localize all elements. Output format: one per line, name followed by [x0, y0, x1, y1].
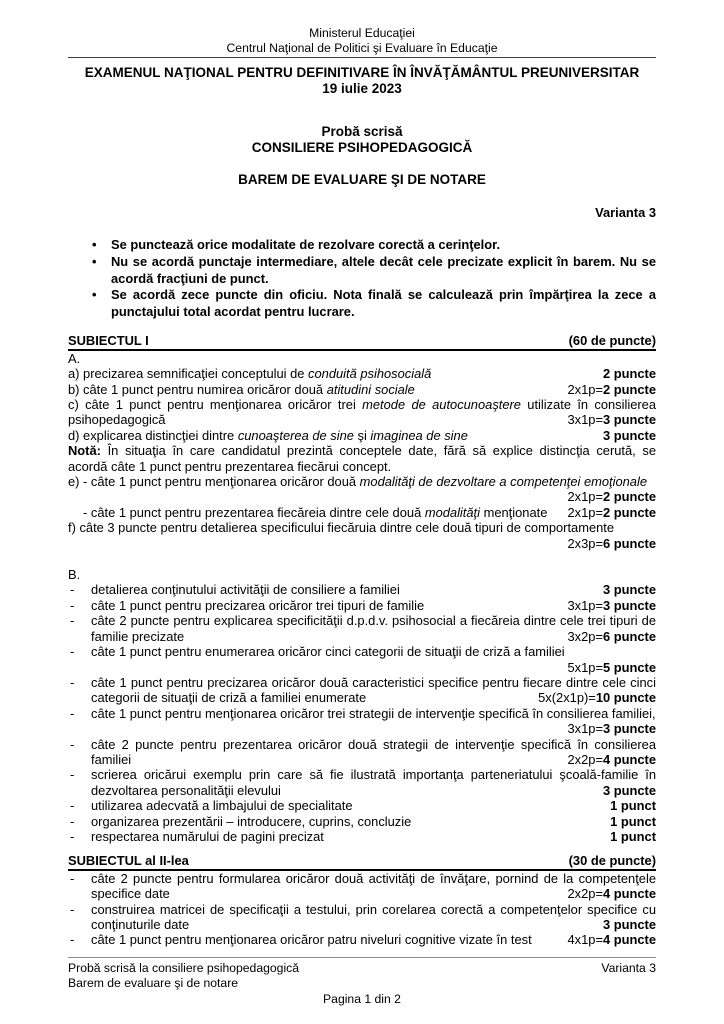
item-text-italic: modalităţi: [424, 504, 480, 520]
subject1-header: [68, 333, 656, 350]
item-text: precizarea semnificaţiei conceptului de: [83, 366, 309, 382]
rubric-item: [68, 706, 656, 737]
item-text-italic: conduită psihosocială: [308, 366, 432, 382]
subject1-points: (60 de puncte): [568, 333, 656, 349]
item-text: câte 1 punct pentru enumerarea oricăror cinci categorii de situaţii de criză a familiei: [91, 644, 565, 660]
item-text: câte 3 puncte pentru detalierea specificului fiecăruia dintre cele două tipuri de comportamente: [79, 520, 615, 536]
points-value: 2x3p=6 puncte: [567, 535, 656, 551]
rubric-item: [68, 932, 656, 947]
points-multiplier: 4x1p=: [567, 932, 603, 948]
item-text: utilizarea adecvată a limbajului de specialitate: [91, 798, 353, 814]
points-value: 3 puncte: [602, 427, 656, 443]
dash-marker: -: [70, 613, 75, 629]
dash-marker: -: [70, 813, 75, 829]
rubric-item: [68, 382, 656, 397]
rubric-item: [68, 366, 656, 381]
dash-marker: -: [70, 798, 75, 814]
item-text: câte 1 punct pentru precizarea oricăror două caracteristici specifice pentru fiecare dintre cele cinci categorii de situaţii de criză a familiei enumerate: [91, 674, 656, 706]
item-marker: e) -: [68, 474, 91, 490]
points-value: 2x1p=2 puncte: [567, 504, 656, 520]
points-multiplier: 2x3p=: [567, 535, 603, 551]
item-text: câte 1 punct pentru precizarea oricăror trei tipuri de familie: [91, 597, 425, 613]
points-value: 3x1p=3 puncte: [567, 721, 656, 737]
item-marker: c): [68, 397, 86, 412]
item-text: şi: [353, 427, 371, 443]
dash-marker: -: [70, 901, 75, 917]
points-value: 1 punct: [610, 798, 656, 814]
footer-variant: Varianta 3: [601, 961, 656, 975]
dash-marker: -: [70, 932, 75, 948]
rule-text: Se punctează orice modalitate de rezolvare corectă a cerinţelor.: [111, 237, 501, 253]
footer-divider: [68, 957, 656, 958]
points-multiplier: 2x1p=: [567, 489, 603, 505]
rubric-item: [68, 520, 656, 551]
footer-doc-title: Probă scrisă la consiliere psihopedagogică: [68, 961, 300, 975]
page-footer: [68, 957, 656, 1007]
item-text: câte 1 punct pentru menţionarea oricăror trei: [85, 397, 363, 412]
points-value: 1 punct: [610, 828, 656, 844]
rubric-item: [68, 397, 656, 428]
item-text-italic: imaginea de sine: [370, 427, 468, 443]
item-text-italic: metode de autocunoaştere: [362, 397, 521, 412]
note-label: Notă:: [68, 443, 101, 459]
item-text-italic: atitudini sociale: [326, 381, 415, 397]
item-text: câte 2 puncte pentru explicarea specificităţii d.p.d.v. psihosocial a fiecăreia dintre cele trei tipuri de familie precizate: [91, 613, 656, 644]
rubric-item: [68, 644, 656, 675]
points-value: 3x2p=6 puncte: [567, 628, 656, 644]
item-text: câte 2 puncte pentru prezentarea oricăror două strategii de intervenţie specifică în consilierea familiei: [91, 736, 656, 767]
item-marker: a): [68, 366, 84, 382]
rubric-item: [68, 737, 656, 768]
points-value: 2 puncte: [602, 366, 656, 382]
item-text-italic: cunoaşterea de sine: [237, 427, 354, 443]
points-value: 3 puncte: [602, 782, 656, 798]
dash-marker: -: [70, 597, 75, 613]
note-item: [68, 443, 656, 474]
dash-marker: -: [70, 736, 75, 752]
points-value: 3 puncte: [602, 917, 656, 932]
item-text: câte 1 punct pentru menţionarea oricăror patru niveluri cognitive vizate în test: [91, 932, 532, 948]
variant-label: Varianta 3: [595, 205, 656, 220]
rule-item: [68, 287, 656, 320]
rubric-item: [68, 675, 656, 706]
item-marker: -: [83, 504, 91, 520]
rule-item: [68, 254, 656, 287]
points-value: 2x1p=2 puncte: [567, 489, 656, 505]
points-value: 5x1p=5 puncte: [567, 659, 656, 675]
subject2-points: (30 de puncte): [568, 853, 656, 869]
ministry-line: Ministerul Educaţiei: [309, 26, 415, 40]
dash-marker: -: [70, 828, 75, 844]
item-text: câte 1 punct pentru menţionarea oricăror două: [90, 474, 360, 490]
exam-date: 19 iulie 2023: [322, 81, 402, 96]
rubric-item: [68, 871, 656, 902]
footer-doc-subtitle: Barem de evaluare şi de notare: [68, 976, 239, 990]
written-test-label: Probă scrisă: [321, 124, 403, 139]
note-text: În situaţia în care candidatul prezintă conceptele date, fără să explice distincţia cerută, se acordă câte 1 punct pentru prezentarea fiecărui concept.: [68, 443, 656, 474]
points-multiplier: 2x2p=: [567, 751, 603, 767]
item-text: construirea matricei de specificaţii a testului, prin corelarea corectă a competenţelor specifice cu conţinuturile date: [91, 901, 656, 932]
item-text: utilizate în consilierea psihopedagogică: [68, 397, 657, 428]
points-multiplier: 3x1p=: [567, 721, 603, 737]
dash-marker: -: [70, 767, 75, 783]
rubric-item: [68, 598, 656, 613]
points-multiplier: 2x1p=: [567, 504, 603, 520]
dash-marker: -: [70, 674, 75, 690]
dash-marker: -: [70, 705, 75, 721]
points-multiplier: 5x1p=: [567, 659, 603, 675]
rubric-item: [68, 582, 656, 597]
item-text: câte 2 puncte pentru formularea oricăror două activităţi de învăţare, pornind de la competenţele specifice date: [91, 870, 656, 902]
exam-title: EXAMENUL NAŢIONAL PENTRU DEFINITIVARE ÎN ÎNVĂŢĂMÂNTUL PREUNIVERSITAR: [84, 65, 640, 80]
dash-marker: -: [70, 644, 75, 660]
discipline-title: CONSILIERE PSIHOPEDAGOGICĂ: [251, 140, 473, 155]
points-value: 3 puncte: [602, 582, 656, 598]
header-divider: [68, 57, 656, 58]
item-text: explicarea distincţiei dintre: [83, 427, 238, 443]
rubric-item: [68, 505, 656, 520]
item-text: câte 1 punct pentru numirea oricăror două: [83, 381, 327, 397]
points-multiplier: 3x1p=: [567, 412, 603, 428]
item-marker: f): [68, 520, 80, 536]
dash-marker: -: [70, 582, 75, 598]
barem-title: BAREM DE EVALUARE ŞI DE NOTARE: [238, 172, 486, 187]
points-value: 2x2p=4 puncte: [567, 751, 656, 767]
page-header: [68, 26, 656, 220]
rule-text: Se acordă zece puncte din oficiu. Nota finală se calculează prin împărţirea la zece a punctajului total acordat pentru lucrare.: [111, 287, 656, 319]
item-marker: b): [68, 381, 84, 397]
page-number: Pagina 1 din 2: [323, 992, 401, 1006]
bullet-icon: •: [92, 237, 97, 253]
points-value: 2x1p=2 puncte: [567, 381, 656, 397]
section-a-label: A.: [68, 350, 81, 366]
points-value: 3x1p=3 puncte: [567, 597, 656, 613]
points-value: 5x(2x1p)=10 puncte: [538, 690, 656, 706]
points-multiplier: 5x(2x1p)=: [538, 690, 596, 706]
rubric-item: [68, 798, 656, 813]
bullet-icon: •: [92, 254, 97, 269]
item-text: scrierea oricărui exemplu prin care să fie ilustrată importanţa parteneriatului şcoală-familie în dezvoltarea personalităţii elevului: [91, 767, 656, 798]
item-text: câte 1 punct pentru menţionarea oricăror trei strategii de intervenţie specifică în consilierea familiei,: [91, 705, 656, 721]
rubric-item: [68, 829, 656, 844]
item-text-italic: modalităţi de dezvoltare a competenţei emoţionale: [359, 474, 648, 490]
section-b-label: B.: [68, 567, 81, 583]
item-text: menţionate: [480, 504, 548, 520]
rubric-item: [68, 474, 656, 505]
item-text: câte 1 punct pentru prezentarea fiecăreia dintre cele două: [90, 504, 425, 520]
rubric-item: [68, 613, 656, 644]
item-text: detalierea conţinutului activităţii de consiliere a familiei: [91, 582, 400, 598]
rule-text: Nu se acordă punctaje intermediare, altele decât cele precizate explicit în barem. Nu se acordă fracţiuni de punct.: [111, 254, 656, 286]
institution-line: Centrul Naţional de Politici şi Evaluare în Educaţie: [226, 40, 498, 55]
points-multiplier: 3x2p=: [567, 628, 603, 644]
rule-item: [68, 237, 656, 254]
points-value: 2x2p=4 puncte: [567, 886, 656, 902]
bullet-icon: •: [92, 287, 97, 303]
item-text: respectarea numărului de pagini precizat: [91, 828, 324, 844]
points-multiplier: 2x2p=: [567, 886, 603, 902]
rubric-item: [68, 902, 656, 933]
points-value: 4x1p=4 puncte: [567, 932, 656, 948]
points-value: 1 punct: [610, 813, 656, 829]
item-text: organizarea prezentării – introducere, cuprins, concluzie: [91, 813, 412, 829]
subject2-header: [68, 853, 656, 870]
rubric-item: [68, 767, 656, 798]
rubric-item: [68, 428, 656, 443]
subject2-title: SUBIECTUL al II-lea: [68, 853, 189, 869]
item-marker: d): [68, 427, 84, 443]
points-multiplier: 2x1p=: [567, 381, 603, 397]
points-multiplier: 3x1p=: [567, 597, 603, 613]
rubric-item: [68, 814, 656, 829]
grading-rules-list: [68, 237, 656, 320]
points-value: 3x1p=3 puncte: [567, 412, 656, 428]
dash-marker: -: [70, 870, 75, 886]
subject1-title: SUBIECTUL I: [68, 333, 149, 349]
